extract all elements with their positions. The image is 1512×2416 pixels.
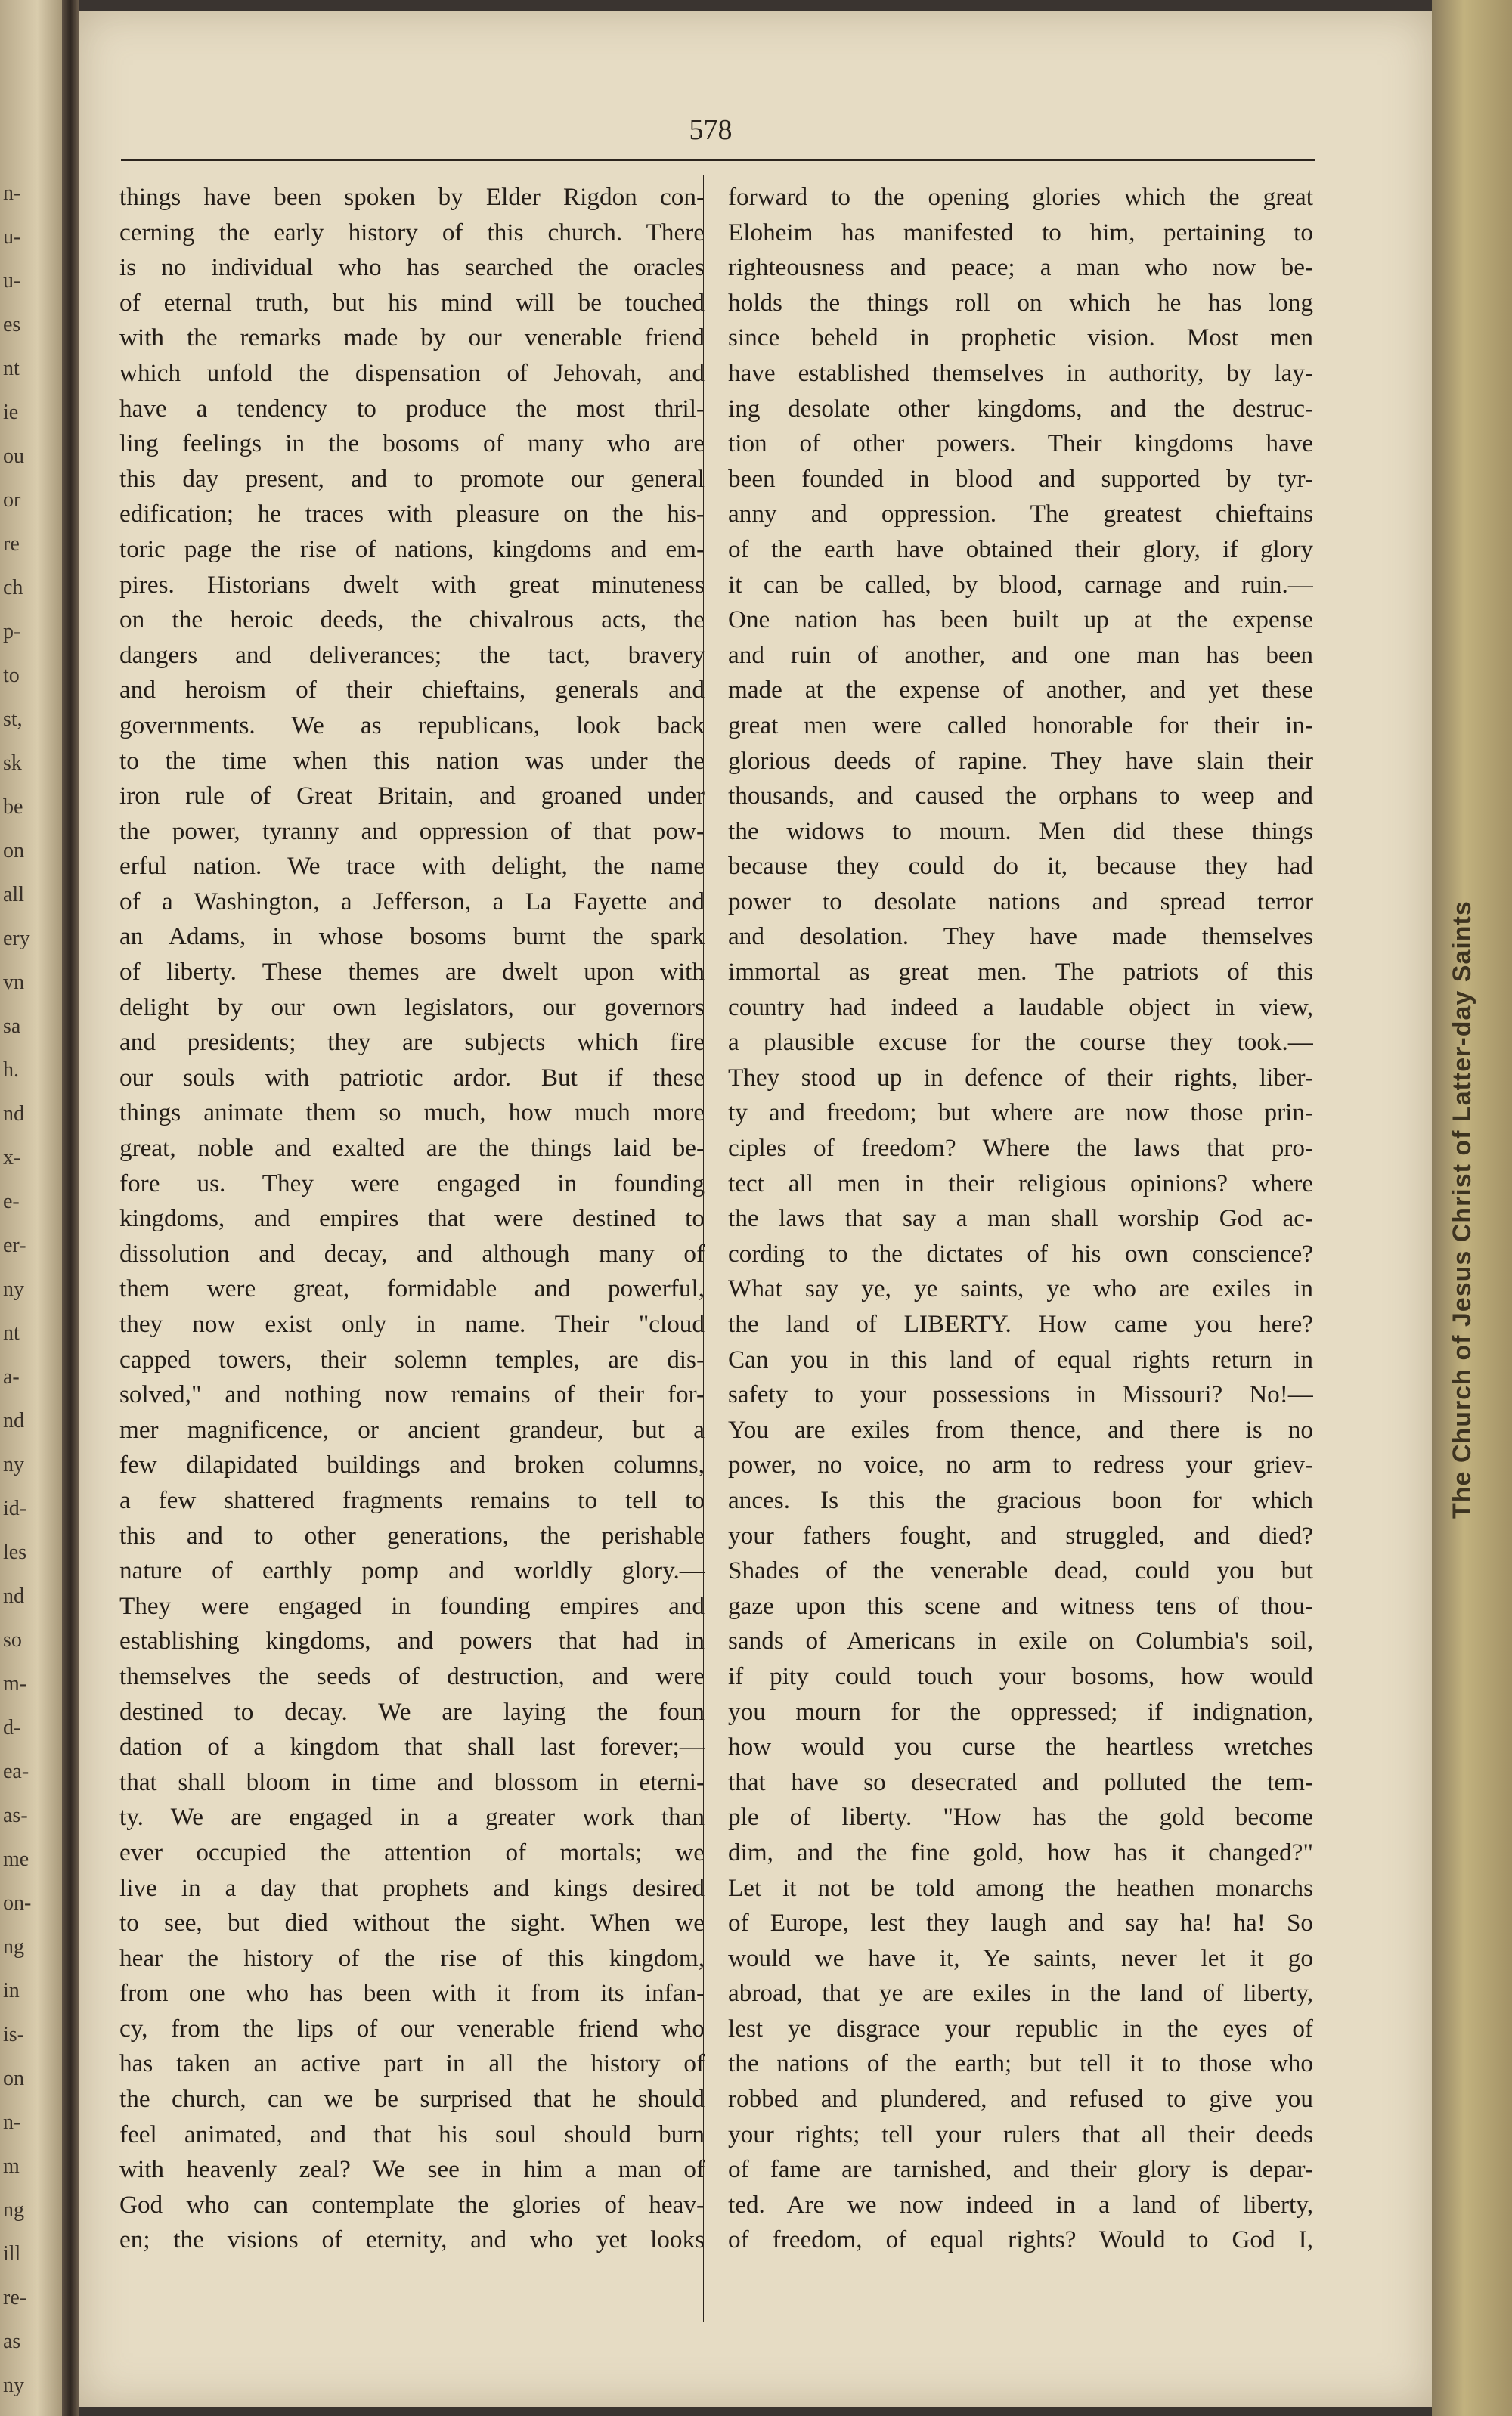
- text-line: dim, and the fine gold, how has it changed?": [728, 1838, 1313, 1866]
- text-line: glorious deeds of rapine. They have slain their: [728, 746, 1313, 775]
- text-line: been founded in blood and supported by tyr-: [728, 464, 1313, 493]
- text-line: the widows to mourn. Men did these things: [728, 816, 1313, 845]
- text-line: What say ye, ye saints, ye who are exiles in: [728, 1275, 1313, 1303]
- text-line: cy, from the lips of our venerable friend who: [119, 2014, 705, 2043]
- text-line: things have been spoken by Elder Rigdon con-: [119, 183, 705, 211]
- text-line: of fame are tarnished, and their glory is depar-: [728, 2155, 1313, 2184]
- facing-page-fragment: ie: [3, 401, 19, 424]
- text-line: erful nation. We trace with delight, the name: [119, 852, 705, 881]
- facing-page-fragment: sk: [3, 751, 22, 775]
- facing-page-fragment: ny: [3, 2374, 24, 2397]
- text-line: has taken an active part in all the history of: [119, 2049, 705, 2078]
- facing-page-fragment: ng: [3, 2198, 24, 2222]
- text-line: and desolation. They have made themselves: [728, 922, 1313, 951]
- text-line: Eloheim has manifested to him, pertaining to: [728, 218, 1313, 246]
- text-line: destined to decay. We are laying the foun: [119, 1697, 705, 1726]
- text-line: You are exiles from thence, and there is no: [728, 1415, 1313, 1444]
- text-line: immortal as great men. The patriots of this: [728, 958, 1313, 987]
- text-line: the power, tyranny and oppression of that pow-: [119, 816, 705, 845]
- library-stamp-text: The Church of Jesus Christ of Latter-day Saints: [1448, 900, 1476, 1519]
- page-number: 578: [689, 114, 733, 146]
- text-line: governments. We as republicans, look back: [119, 711, 705, 739]
- text-line: of eternal truth, but his mind will be touched: [119, 288, 705, 317]
- text-line: dangers and deliverances; the tact, bravery: [119, 640, 705, 669]
- text-line: that have so desecrated and polluted the tem-: [728, 1767, 1313, 1796]
- facing-page-fragment: a-: [3, 1365, 20, 1389]
- text-line: this day present, and to promote our general: [119, 464, 705, 493]
- text-line: this and to other generations, the perishable: [119, 1521, 705, 1550]
- text-line: your fathers fought, and struggled, and died?: [728, 1521, 1313, 1550]
- text-line: toric page the rise of nations, kingdoms and em-: [119, 534, 705, 563]
- text-line: thousands, and caused the orphans to weep and: [728, 782, 1313, 810]
- text-line: tion of other powers. Their kingdoms have: [728, 429, 1313, 458]
- text-line: how would you curse the heartless wretches: [728, 1733, 1313, 1761]
- facing-page-fragment: ea-: [3, 1760, 29, 1783]
- text-line: dation of a kingdom that shall last forever;—: [119, 1733, 705, 1761]
- text-line: which unfold the dispensation of Jehovah, and: [119, 358, 705, 387]
- text-line: ty. We are engaged in a greater work than: [119, 1803, 705, 1832]
- text-line: anny and oppression. The greatest chieftains: [728, 500, 1313, 528]
- text-line: sands of Americans in exile on Columbia's soil,: [728, 1627, 1313, 1656]
- facing-page-fragment: e-: [3, 1190, 20, 1213]
- text-line: the laws that say a man shall worship God ac-: [728, 1204, 1313, 1233]
- header-rule-thick: [121, 159, 1315, 161]
- facing-page-fragment: nt: [3, 357, 20, 380]
- facing-page-fragment: vn: [3, 971, 24, 994]
- facing-page-fragment: m: [3, 2154, 20, 2178]
- text-line: country had indeed a laudable object in view,: [728, 993, 1313, 1021]
- text-line: them were great, formidable and powerful,: [119, 1275, 705, 1303]
- text-line: edification; he traces with pleasure on the his-: [119, 500, 705, 528]
- text-line: a few shattered fragments remains to tell to: [119, 1485, 705, 1514]
- text-line: to the time when this nation was under the: [119, 746, 705, 775]
- facing-page-fragment: to: [3, 664, 20, 687]
- text-line: ciples of freedom? Where the laws that pro-: [728, 1134, 1313, 1163]
- text-line: things animate them so much, how much more: [119, 1098, 705, 1127]
- text-line: few dilapidated buildings and broken columns,: [119, 1451, 705, 1479]
- text-line: ing desolate other kingdoms, and the destruc-: [728, 394, 1313, 423]
- text-line: ever occupied the attention of mortals; we: [119, 1838, 705, 1866]
- text-line: iron rule of Great Britain, and groaned under: [119, 782, 705, 810]
- text-line: God who can contemplate the glories of heav-: [119, 2190, 705, 2219]
- facing-page-fragment: st,: [3, 708, 23, 731]
- text-line: safety to your possessions in Missouri? No!—: [728, 1380, 1313, 1409]
- text-line: Shades of the venerable dead, could you but: [728, 1556, 1313, 1585]
- text-line: righteousness and peace; a man who now be-: [728, 253, 1313, 282]
- text-line: capped towers, their solemn temples, are dis-: [119, 1345, 705, 1374]
- text-line: that shall bloom in time and blossom in eterni-: [119, 1767, 705, 1796]
- text-line: mer magnificence, or ancient grandeur, but a: [119, 1415, 705, 1444]
- facing-page-fragment: or: [3, 488, 21, 512]
- text-line: They were engaged in founding empires and: [119, 1591, 705, 1620]
- text-line: live in a day that prophets and kings desired: [119, 1873, 705, 1902]
- text-line: great, noble and exalted are the things laid be-: [119, 1134, 705, 1163]
- text-line: and ruin of another, and one man has been: [728, 640, 1313, 669]
- text-line: solved," and nothing now remains of their for-: [119, 1380, 705, 1409]
- facing-page-fragment: nd: [3, 1102, 24, 1126]
- text-line: an Adams, in whose bosoms burnt the spark: [119, 922, 705, 951]
- text-line: and heroism of their chieftains, generals and: [119, 676, 705, 705]
- facing-page-fragment: p-: [3, 620, 21, 643]
- facing-page-fragment: ny: [3, 1278, 24, 1301]
- text-line: ances. Is this the gracious boon for which: [728, 1485, 1313, 1514]
- text-line: establishing kingdoms, and powers that had in: [119, 1627, 705, 1656]
- text-line: delight by our own legislators, our governors: [119, 993, 705, 1021]
- facing-page-fragment: re: [3, 532, 20, 556]
- facing-page-fragment: nd: [3, 1584, 24, 1608]
- facing-page-fragment: u-: [3, 269, 21, 293]
- left-facing-page-edge: [0, 0, 62, 2416]
- text-line: Can you in this land of equal rights return in: [728, 1345, 1313, 1374]
- text-line: of Europe, lest they laugh and say ha! ha! So: [728, 1909, 1313, 1937]
- text-line: of freedom, of equal rights? Would to God I,: [728, 2226, 1313, 2254]
- text-line: dissolution and decay, and although many of: [119, 1239, 705, 1268]
- book-gutter: [62, 0, 79, 2416]
- facing-page-fragment: x-: [3, 1146, 21, 1169]
- facing-page-fragment: on-: [3, 1891, 32, 1915]
- text-line: Let it not be told among the heathen monarchs: [728, 1873, 1313, 1902]
- text-line: hear the history of the rise of this kingdom,: [119, 1944, 705, 1972]
- facing-page-fragment: re-: [3, 2286, 27, 2309]
- facing-page-fragment: ery: [3, 927, 30, 950]
- facing-page-fragment: les: [3, 1541, 27, 1564]
- facing-page-fragment: d-: [3, 1716, 21, 1739]
- facing-page-fragment: be: [3, 795, 23, 819]
- text-line: ted. Are we now indeed in a land of liberty,: [728, 2190, 1313, 2219]
- text-line: lest ye disgrace your republic in the eyes of: [728, 2014, 1313, 2043]
- facing-page-fragment: u-: [3, 225, 21, 249]
- text-line: cerning the early history of this church. There: [119, 218, 705, 246]
- left-text-column: [119, 180, 705, 2258]
- text-line: ty and freedom; but where are now those prin-: [728, 1098, 1313, 1127]
- text-line: is no individual who has searched the oracles: [119, 253, 705, 282]
- text-line: with the remarks made by our venerable friend: [119, 324, 705, 352]
- text-line: our souls with patriotic ardor. But if these: [119, 1063, 705, 1092]
- facing-page-fragment: er-: [3, 1234, 26, 1257]
- text-line: the church, can we be surprised that he should: [119, 2085, 705, 2114]
- text-line: the nations of the earth; but tell it to those who: [728, 2049, 1313, 2078]
- facing-page-fragment: ng: [3, 1935, 24, 1959]
- text-line: of a Washington, a Jefferson, a La Fayette and: [119, 887, 705, 915]
- text-line: They stood up in defence of their rights, liber-: [728, 1063, 1313, 1092]
- text-line: great men were called honorable for their in-: [728, 711, 1313, 739]
- text-line: abroad, that ye are exiles in the land of liberty,: [728, 1979, 1313, 2008]
- facing-page-fragment: es: [3, 313, 21, 336]
- text-line: your rights; tell your rulers that all their deeds: [728, 2120, 1313, 2148]
- text-line: pires. Historians dwelt with great minuteness: [119, 570, 705, 599]
- text-line: feel animated, and that his soul should burn: [119, 2120, 705, 2148]
- text-line: power to desolate nations and spread terror: [728, 887, 1313, 915]
- text-line: they now exist only in name. Their "cloud: [119, 1310, 705, 1338]
- facing-page-fragment: n-: [3, 181, 21, 205]
- text-line: it can be called, by blood, carnage and ruin.—: [728, 570, 1313, 599]
- text-line: and presidents; they are subjects which fire: [119, 1028, 705, 1057]
- facing-page-fragment: id-: [3, 1497, 27, 1520]
- facing-page-fragment: so: [3, 1628, 22, 1652]
- text-line: to see, but died without the sight. When we: [119, 1909, 705, 1937]
- text-line: on the heroic deeds, the chivalrous acts, the: [119, 606, 705, 634]
- text-line: with heavenly zeal? We see in him a man of: [119, 2155, 705, 2184]
- text-line: from one who has been with it from its infan-: [119, 1979, 705, 2008]
- facing-page-fragment: sa: [3, 1014, 21, 1038]
- text-line: nature of earthly pomp and worldly glory.—: [119, 1556, 705, 1585]
- text-line: forward to the opening glories which the great: [728, 183, 1313, 211]
- facing-page-fragment: ch: [3, 576, 23, 599]
- column-divider: [703, 175, 708, 2322]
- text-line: fore us. They were engaged in founding: [119, 1169, 705, 1197]
- text-line: themselves the seeds of destruction, and were: [119, 1662, 705, 1690]
- facing-page-fragment: as-: [3, 1804, 28, 1827]
- text-line: robbed and plundered, and refused to give you: [728, 2085, 1313, 2114]
- text-line: have a tendency to produce the most thril-: [119, 394, 705, 423]
- text-line: since beheld in prophetic vision. Most men: [728, 324, 1313, 352]
- facing-page-fragment: as: [3, 2330, 21, 2353]
- facing-page-fragment: ou: [3, 444, 24, 468]
- text-line: One nation has been built up at the expense: [728, 606, 1313, 634]
- text-line: ling feelings in the bosoms of many who are: [119, 429, 705, 458]
- text-line: tect all men in their religious opinions? where: [728, 1169, 1313, 1197]
- text-line: of the earth have obtained their glory, if glory: [728, 534, 1313, 563]
- right-text-column: [728, 180, 1313, 2258]
- text-line: a plausible excuse for the course they took.—: [728, 1028, 1313, 1057]
- facing-page-fragment: n-: [3, 2111, 21, 2134]
- facing-page-fragment: nd: [3, 1409, 24, 1433]
- facing-page-fragment: ny: [3, 1453, 24, 1476]
- text-line: because they could do it, because they had: [728, 852, 1313, 881]
- text-line: cording to the dictates of his own conscience?: [728, 1239, 1313, 1268]
- facing-page-fragment: all: [3, 883, 24, 906]
- text-line: the land of LIBERTY. How came you here?: [728, 1310, 1313, 1338]
- text-line: gaze upon this scene and witness tens of thou-: [728, 1591, 1313, 1620]
- text-line: if pity could touch your bosoms, how would: [728, 1662, 1313, 1690]
- text-line: have established themselves in authority, by lay-: [728, 358, 1313, 387]
- facing-page-fragment: is-: [3, 2023, 24, 2046]
- facing-page-fragment: h.: [3, 1058, 19, 1082]
- text-line: of liberty. These themes are dwelt upon with: [119, 958, 705, 987]
- text-line: ple of liberty. "How has the gold become: [728, 1803, 1313, 1832]
- facing-page-fragment: in: [3, 1979, 20, 2002]
- text-line: power, no voice, no arm to redress your griev-: [728, 1451, 1313, 1479]
- text-line: you mourn for the oppressed; if indignation,: [728, 1697, 1313, 1726]
- facing-page-fragment: m-: [3, 1672, 27, 1696]
- facing-page-fragment: me: [3, 1848, 29, 1871]
- text-line: would we have it, Ye saints, never let it go: [728, 1944, 1313, 1972]
- text-line: made at the expense of another, and yet these: [728, 676, 1313, 705]
- facing-page-fragment: on: [3, 2067, 24, 2090]
- facing-page-fragment: nt: [3, 1321, 20, 1345]
- facing-page-fragment: on: [3, 839, 24, 863]
- text-line: en; the visions of eternity, and who yet looks: [119, 2226, 705, 2254]
- text-line: holds the things roll on which he has long: [728, 288, 1313, 317]
- text-line: kingdoms, and empires that were destined to: [119, 1204, 705, 1233]
- facing-page-fragment: ill: [3, 2242, 21, 2266]
